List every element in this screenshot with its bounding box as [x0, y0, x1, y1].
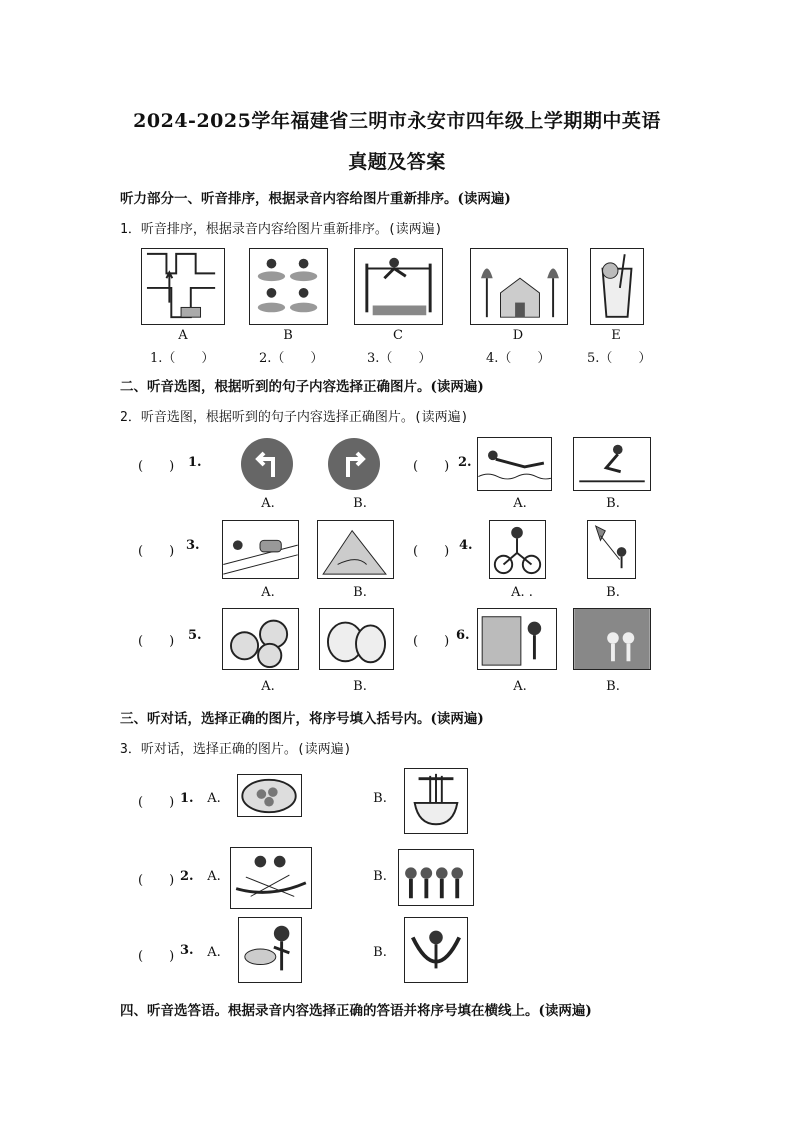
- p3-q2-label-b: B.: [373, 869, 387, 884]
- page-subtitle: 真题及答案: [348, 151, 446, 173]
- p3-q2-label-a: A.: [207, 869, 221, 884]
- p2-r2-label-a: A.: [261, 585, 275, 600]
- answer-blank-5[interactable]: 5.（ ）: [587, 351, 652, 366]
- shop-girl-picture: [477, 608, 557, 670]
- p3-q1-paren[interactable]: ( ): [138, 795, 175, 810]
- p2-q4-number: 4.: [459, 538, 473, 553]
- p2-q4-paren[interactable]: ( ): [413, 544, 450, 559]
- pic-label-e: E: [611, 328, 621, 343]
- p2-r2-label-b: B.: [353, 585, 367, 600]
- pic-label-c: C: [393, 328, 403, 343]
- park-people-picture: [573, 608, 651, 670]
- road-car-picture: [222, 520, 299, 579]
- part3-instruction: 3．听对话，选择正确的图片。(读两遍): [120, 742, 352, 757]
- p3-q2-paren[interactable]: ( ): [138, 873, 175, 888]
- p2-r1-label-b: B.: [353, 496, 367, 511]
- answer-blank-3[interactable]: 3.（ ）: [367, 351, 432, 366]
- answer-blank-4[interactable]: 4.（ ）: [486, 351, 551, 366]
- pic-label-b: B: [283, 328, 293, 343]
- long-jump-picture: [573, 437, 651, 491]
- p2-r3-label-b: B.: [353, 679, 367, 694]
- right-turn-sign-picture: [327, 437, 381, 491]
- picture-d-house-trees: [470, 248, 568, 325]
- mountain-road-picture: [317, 520, 394, 579]
- p2-q2-paren[interactable]: ( ): [413, 459, 450, 474]
- picture-b-children-playing: [249, 248, 328, 325]
- girl-holding-moon-picture: [404, 917, 468, 983]
- part4-heading: 四、听音选答语。根据录音内容选择正确的答语并将序号填在横线上。(读两遍): [120, 1003, 592, 1019]
- part2-heading: 二、听音选图，根据听到的句子内容选择正确图片。(读两遍): [120, 379, 484, 395]
- p3-q3-label-b: B.: [373, 945, 387, 960]
- p2-r2-label-b2: B.: [606, 585, 620, 600]
- p3-q2-number: 2.: [180, 869, 194, 884]
- p2-q1-paren[interactable]: ( ): [138, 459, 175, 474]
- picture-a-map-route: [141, 248, 225, 325]
- tomatoes-picture: [222, 608, 299, 670]
- p2-r1-label-a2: A.: [513, 496, 527, 511]
- dumplings-plate-picture: [237, 774, 302, 817]
- potatoes-picture: [319, 608, 394, 670]
- p3-q3-label-a: A.: [207, 945, 221, 960]
- p2-q1-number: 1.: [188, 455, 202, 470]
- pic-label-a: A: [178, 328, 188, 343]
- p2-r2-label-a2: A. .: [511, 585, 533, 600]
- answer-blank-1[interactable]: 1.（ ）: [150, 351, 215, 366]
- picture-e-juice-glass: [590, 248, 644, 325]
- p2-q2-number: 2.: [458, 455, 472, 470]
- swimming-picture: [477, 437, 552, 491]
- p3-q1-label-b: B.: [373, 791, 387, 806]
- picture-c-high-jump: [354, 248, 443, 325]
- p3-q1-number: 1.: [180, 791, 194, 806]
- p2-q5-number: 5.: [188, 628, 202, 643]
- p3-q3-number: 3.: [180, 943, 194, 958]
- left-turn-sign-picture: [240, 437, 294, 491]
- p2-r3-label-a: A.: [261, 679, 275, 694]
- p2-q6-number: 6.: [456, 628, 470, 643]
- p3-q3-paren[interactable]: ( ): [138, 949, 175, 964]
- answer-blank-2[interactable]: 2.（ ）: [259, 351, 324, 366]
- noodles-bowl-picture: [404, 768, 468, 834]
- part2-instruction: 2．听音选图，根据听到的句子内容选择正确图片。(读两遍): [120, 410, 469, 425]
- p2-r3-label-b2: B.: [606, 679, 620, 694]
- part1-heading: 听力部分一、听音排序，根据录音内容给图片重新排序。(读两遍): [120, 191, 511, 207]
- p2-r1-label-b2: B.: [606, 496, 620, 511]
- pic-label-d: D: [512, 328, 524, 343]
- p3-q1-label-a: A.: [207, 791, 221, 806]
- p2-r3-label-a2: A.: [513, 679, 527, 694]
- girl-riding-bike-picture: [489, 520, 546, 579]
- boy-eating-picture: [238, 917, 302, 983]
- p2-q6-paren[interactable]: ( ): [413, 634, 450, 649]
- dragon-boat-picture: [230, 847, 312, 909]
- page-title: 2024-2025学年福建省三明市永安市四年级上学期期中英语: [133, 110, 661, 132]
- p2-r1-label-a: A.: [261, 496, 275, 511]
- children-group-picture: [398, 849, 474, 906]
- p2-q5-paren[interactable]: ( ): [138, 634, 175, 649]
- p2-q3-paren[interactable]: ( ): [138, 544, 175, 559]
- boy-flying-kite-picture: [587, 520, 636, 579]
- part3-heading: 三、听对话，选择正确的图片，将序号填入括号内。(读两遍): [120, 711, 484, 727]
- part1-instruction: 1．听音排序，根据录音内容给图片重新排序。(读两遍): [120, 222, 443, 237]
- p2-q3-number: 3.: [186, 538, 200, 553]
